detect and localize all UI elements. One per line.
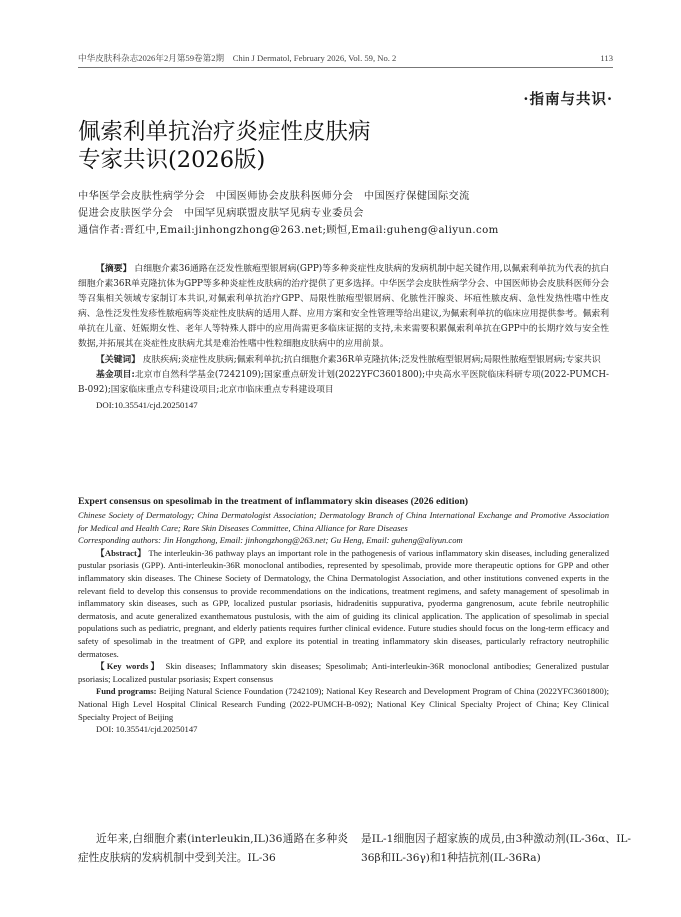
- en-abstract-paragraph: [78, 547, 609, 660]
- chinese-abstract: [78, 262, 609, 413]
- corresponding-authors-en: Corresponding authors: Jin Hongzhong, Email: jinhongzhong@263.net; Gu Heng, Email: guheng@aliyun.com: [78, 535, 463, 546]
- english-title: Expert consensus on spesolimab in the treatment of inflammatory skin diseases (2026 edition): [78, 496, 469, 507]
- section-tag: ·指南与共识·: [523, 91, 613, 108]
- page-number: 113: [600, 53, 613, 63]
- english-abstract: [78, 495, 609, 736]
- en-abstract-text: The interleukin-36 pathway plays an important role in the pathogenesis of various inflammatory skin diseases, including generalized pustular psoriasis (GPP). Anti-interleukin-36R monoclonal antibodies, represented by spesolimab, provide more therapeutic options for GPP and other inflammatory skin diseases. The Chinese Society of Dermatology, the China Dermatologist Association, and other institutions convened experts in the relevant field to develop this consensus to provide recommendations on the indications, treatment regimens, and safety management of spesolimab in inflammatory skin diseases, such as GPP, localized pustular psoriasis, hidradenitis suppurativa, pyoderma gangrenosum, acute febrile neutrophilic dermatosis, and acute generalized exanthematous pustulosis, with the aim of guiding its clinical application. The application of spesolimab in special populations such as pediatric, pregnant, and elderly patients requires further clinical evidence. Future studies should focus on the long-term efficacy and safety of spesolimab in the treatment of GPP, and explore its potential in treating inflammatory skin diseases, particularly refractory neutrophilic dermatoses.: [78, 547, 610, 659]
- journal-citation: 中华皮肤科杂志2026年2月第59卷第2期 Chin J Dermatol, February 2026, Vol. 59, No. 2: [78, 53, 397, 63]
- article-title: [78, 118, 371, 174]
- body-column-left: [78, 830, 348, 868]
- author-line-2: 促进会皮肤医学分会 中国罕见病联盟皮肤罕见病专业委员会: [78, 208, 364, 219]
- cn-fund-label: 基金项目:: [96, 369, 135, 380]
- cn-keywords: 皮肤疾病;炎症性皮肤病;佩索利单抗;抗白细胞介素36R单克隆抗体;泛发性脓疱型银屑病;局限性脓疱型银屑病;专家共识: [142, 354, 601, 365]
- body-text-left: 近年来,白细胞介素(interleukin,IL)36通路在多种炎症性皮肤病的发病机制中受到关注。IL-36: [78, 833, 348, 864]
- body-text-right: 是IL-1细胞因子超家族的成员,由3种激动剂(IL-36α、IL-36β和IL-36γ)和1种拮抗剂(IL-36Ra): [361, 833, 631, 864]
- author-block: [78, 188, 613, 239]
- en-fund-paragraph: [78, 685, 609, 723]
- en-doi: DOI: 10.35541/cjd.20250147: [96, 724, 198, 735]
- en-keywords: Skin diseases; Inflammatory skin diseases; Spesolimab; Anti-interleukin-36R monoclonal antibodies; Generalized pustular psoriasis; Localized pustular psoriasis; Expert consensus: [78, 661, 609, 684]
- en-abstract-label: 【Abstract】: [96, 547, 147, 558]
- cn-fund: 北京市自然科学基金(7242109);国家重点研发计划(2022YFC3601800);中央高水平医院临床科研专项(2022-PUMCH-B-092);国家临床重点专科建设项目;北京市临床重点专科建设项目: [78, 369, 609, 395]
- corresponding-authors: 通信作者:晋红中,Email:jinhongzhong@263.net;顾恒,Email:guheng@aliyun.com: [78, 225, 499, 236]
- title-line-2: 专家共识(2026版): [78, 147, 266, 173]
- affiliations: Chinese Society of Dermatology; China Dermatologist Association; Dermatology Branch of China International Exchange and Promotive Association for Medical and Health Care; Rare Skin Diseases Committee, China Alliance for Rare Diseases: [78, 510, 609, 533]
- title-line-1: 佩索利单抗治疗炎症性皮肤病: [78, 119, 371, 145]
- cn-doi: DOI:10.35541/cjd.20250147: [96, 399, 198, 410]
- cn-keywords-label: 【关键词】: [96, 354, 140, 365]
- running-head: [78, 52, 613, 64]
- body-column-right: [361, 830, 631, 868]
- cn-fund-paragraph: [78, 368, 609, 398]
- en-keywords-paragraph: [78, 660, 609, 685]
- cn-abstract-label: 【摘要】: [96, 264, 132, 274]
- english-affiliations: [78, 509, 609, 547]
- en-fund-label: Fund programs:: [96, 686, 157, 697]
- cn-keywords-paragraph: [78, 353, 609, 368]
- en-fund: Beijing Natural Science Foundation (7242109); National Key Research and Development Program of China (2022YFC3601800); National High Level Hospital Clinical Research Funding (2022-PUMCH-B-092); National Key Clinical Specialty Project of China; Key Clinical Specialty Project of Beijing: [78, 686, 609, 722]
- en-keywords-label: 【Key words】: [96, 661, 162, 672]
- author-line-1: 中华医学会皮肤性病学分会 中国医师协会皮肤科医师分会 中国医疗保健国际交流: [78, 191, 470, 202]
- cn-abstract-text: 白细胞介素36通路在泛发性脓疱型银屑病(GPP)等多种炎症性皮肤病的发病机制中起关键作用,以佩索利单抗为代表的抗白细胞介素36R单克隆抗体为GPP等多种炎症性皮肤病的治疗提供了更多选择。中华医学会皮肤性病学分会、中国医师协会皮肤科医师分会等召集相关领域专家制订本共识,对佩索利单抗治疗GPP、局限性脓疱型银屑病、化脓性汗腺炎、坏疽性脓皮病、急性发热性嗜中性皮病、急性泛发性发疹性脓疱病等炎症性皮肤病的适用人群、应用方案和安全性管理等给出建议,为佩索利单抗的临床应用提供参考。佩索利单抗在儿童、妊娠期女性、老年人等特殊人群中的应用尚需更多临床证据的支持,未来需要积累佩索利单抗在GPP中的长期疗效与安全性数据,并拓展其在炎症性皮肤病尤其是难治性嗜中性粒细胞皮肤病中的应用前景。: [78, 264, 609, 350]
- cn-abstract-paragraph: [78, 262, 609, 353]
- english-abstract-body: [78, 547, 609, 736]
- header-rule: [78, 67, 613, 68]
